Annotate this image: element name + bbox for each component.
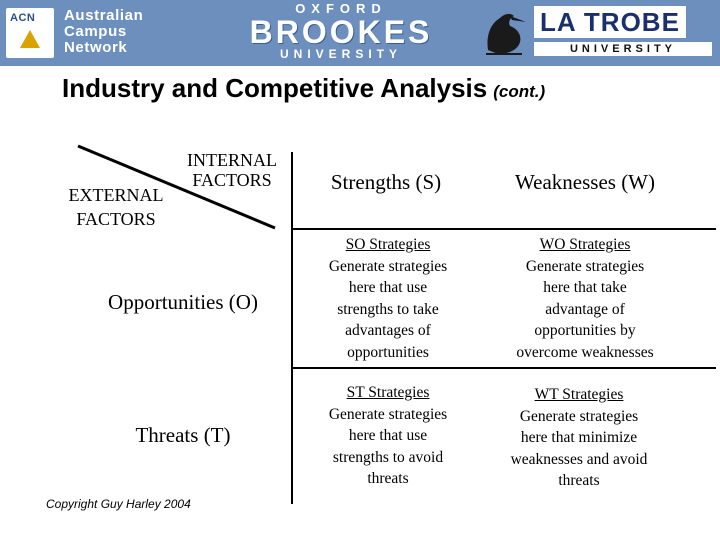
st-heading: ST Strategies bbox=[346, 384, 430, 401]
column-header-strengths: Strengths (S) bbox=[330, 170, 442, 194]
wt-line-3: weaknesses and avoid bbox=[510, 450, 648, 468]
wt-line-1: Generate strategies bbox=[519, 407, 639, 425]
matrix-horizontal-divider-1 bbox=[291, 228, 716, 230]
matrix-vertical-divider bbox=[291, 152, 293, 504]
wo-line-3: advantage of bbox=[545, 300, 625, 318]
acn-line-3: Network bbox=[64, 39, 128, 56]
internal-factors-label bbox=[176, 150, 288, 190]
acn-line-1: Australian bbox=[64, 7, 144, 24]
oxford-line-2: BROOKES bbox=[249, 14, 433, 50]
wo-line-1: Generate strategies bbox=[525, 257, 645, 275]
wo-strategies-cell bbox=[494, 234, 676, 363]
external-line-1: EXTERNAL bbox=[68, 185, 164, 205]
la-trobe-university: UNIVERSITY bbox=[534, 42, 712, 56]
wt-line-4: threats bbox=[558, 472, 600, 489]
st-line-4: threats bbox=[367, 470, 409, 487]
title-main: Industry and Competitive Analysis bbox=[62, 73, 488, 103]
la-trobe-name: LA TROBE bbox=[534, 6, 686, 38]
st-line-2: here that use bbox=[348, 427, 428, 444]
st-line-1: Generate strategies bbox=[328, 405, 448, 423]
so-line-4: advantages of bbox=[345, 322, 431, 339]
row-label-threats: Threats (T) bbox=[135, 423, 231, 447]
external-factors-label bbox=[60, 183, 172, 231]
st-strategies-cell bbox=[298, 382, 478, 490]
so-line-3: strengths to take bbox=[337, 300, 439, 318]
wo-line-5: overcome weaknesses bbox=[516, 343, 654, 361]
row-label-opportunities: Opportunities (O) bbox=[108, 290, 258, 314]
wt-strategies-cell bbox=[488, 384, 670, 492]
wo-line-2: here that take bbox=[543, 279, 627, 296]
so-line-1: Generate strategies bbox=[328, 257, 448, 275]
wo-heading: WO Strategies bbox=[539, 236, 631, 253]
title-suffix: (cont.) bbox=[493, 82, 546, 101]
external-line-2: FACTORS bbox=[76, 209, 156, 229]
so-line-2: here that use bbox=[348, 279, 428, 296]
so-heading: SO Strategies bbox=[345, 236, 431, 253]
wt-heading: WT Strategies bbox=[534, 386, 624, 403]
internal-line-1: INTERNAL bbox=[187, 150, 277, 170]
matrix-horizontal-divider-2 bbox=[291, 367, 716, 369]
column-header-weaknesses: Weaknesses (W) bbox=[515, 170, 655, 194]
acn-line-2: Campus bbox=[64, 23, 127, 40]
oxford-line-1: OXFORD bbox=[295, 1, 387, 16]
so-line-5: opportunities bbox=[347, 343, 429, 361]
acn-abbr: ACN bbox=[10, 12, 36, 24]
wo-line-4: opportunities by bbox=[534, 322, 636, 339]
wt-line-2: here that minimize bbox=[520, 429, 638, 446]
oxford-line-3: UNIVERSITY bbox=[279, 47, 402, 61]
internal-line-2: FACTORS bbox=[192, 170, 272, 190]
so-strategies-cell bbox=[298, 234, 478, 363]
st-line-3: strengths to avoid bbox=[332, 448, 444, 466]
copyright-notice: Copyright Guy Harley 2004 bbox=[46, 497, 191, 511]
